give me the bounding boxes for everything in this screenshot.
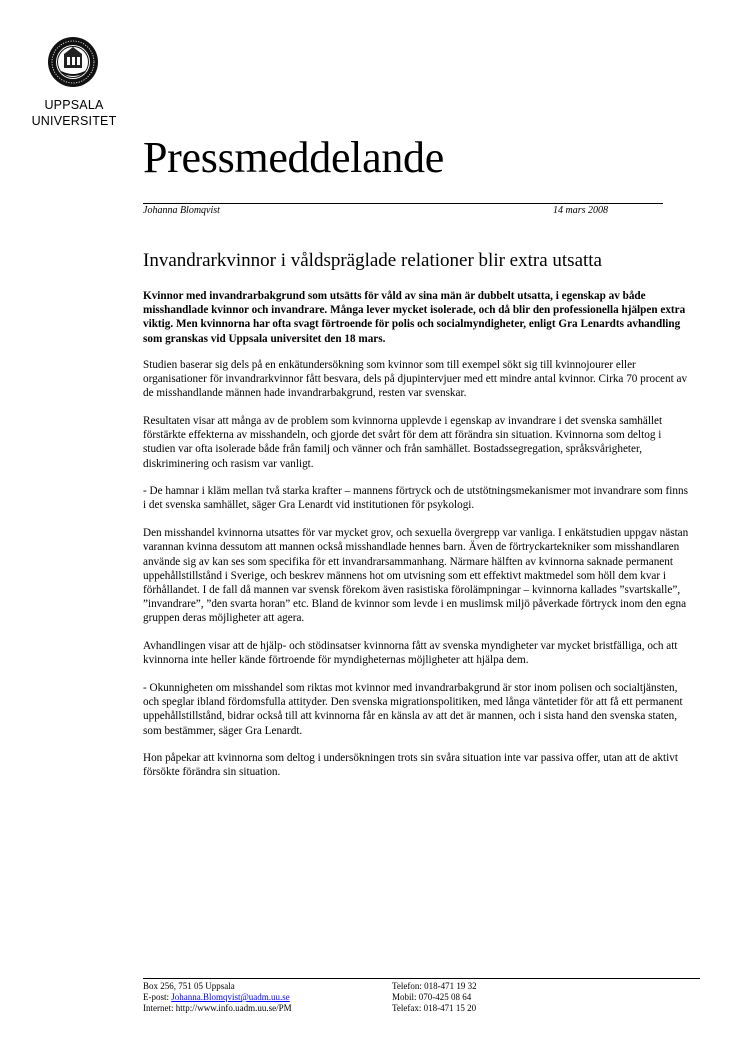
- lead-paragraph: Kvinnor med invandrarbakgrund som utsätts för våld av sina män är dubbelt utsatta, i egenskap av både misshandlade kvinnor och invandrare. Många lever mycket isolerade, och då blir den professionella hjälpen extra viktig. Men kvinnorna har ofta svagt förtroende för polis och socialmyndigheter, enligt Gra Lenardts avhandling som granskas vid Uppsala universitet den 18 mars.: [143, 290, 686, 345]
- body-paragraph: Hon påpekar att kvinnorna som deltog i undersökningen trots sin svåra situation inte var passiva offer, utan att de aktivt försökte förändra sin situation.: [143, 752, 678, 779]
- body-paragraph: - Okunnigheten om misshandel som riktas mot kvinnor med invandrarbakgrund är stor inom polisen och socialtjänsten, och speglar ibland fördomsfulla attityder. Den svenska migrationspolitiken, med långa väntetider för att få ett permanent uppehållstillstånd, bidrar också till att kvinnorna får en känsla av att det är mannen, och i sista hand den svenska staten, som bestämmer, säger Gra Lenardt.: [143, 681, 683, 737]
- university-seal-icon: [47, 36, 99, 88]
- footer-email-row: [143, 992, 292, 1003]
- header-divider: [143, 203, 663, 204]
- footer-contact-left: [143, 981, 292, 1014]
- article-body: [143, 289, 693, 793]
- footer-email-label: E-post:: [143, 992, 172, 1002]
- footer-address: Box 256, 751 05 Uppsala: [143, 981, 235, 991]
- publication-date: 14 mars 2008: [553, 205, 609, 216]
- email-link[interactable]: Johanna.Blomqvist@uadm.uu.se: [171, 992, 290, 1002]
- body-paragraph: Resultaten visar att många av de problem som kvinnorna upplevde i egenskap av invandrare i det svenska samhället förstärkte effekterna av misshandeln, och gjorde det svårt för dem att förändra sin situation. Kvinnorna som deltog i studien var ofta isolerade både från familj och vänner och från samhället. Bostadssegregation, språksvårigheter, diskriminering och rasism var vanligt.: [143, 414, 663, 470]
- footer-mobile: Mobil: 070-425 08 64: [392, 992, 472, 1002]
- footer-contact-right: [392, 981, 477, 1014]
- university-name-line2: UNIVERSITET: [31, 114, 117, 128]
- body-paragraph: - De hamnar i kläm mellan två starka krafter – mannens förtryck och de utstötningsmekanismer mot invandrare som finns i det svenska samhället, säger Gra Lenardt vid institutionen för psykologi.: [143, 485, 688, 512]
- author-name: Johanna Blomqvist: [143, 205, 220, 216]
- body-paragraph: Studien baserar sig dels på en enkätundersökning som kvinnor som till exempel sökt sig till kvinnojourer eller organisationer för invandrarkvinnor fått besvara, dels på djupintervjuer med ett mindre antal kvinnor. Cirka 70 procent av de misshandlande männen hade invandrarbakgrund, resten var svenskar.: [143, 358, 688, 400]
- body-paragraph: Den misshandel kvinnorna utsattes för var mycket grov, och sexuella övergrepp var vanliga. I enkätstudien uppgav nästan varannan kvinna dessutom att mannen också misshandlade hennes barn. Även de förtryckartekniker som misshandlaren använde sig av kan ses som specifika för ett invandrarsammanhang. Närmare hälften av kvinnorna saknade permanent uppehållstillstånd i Sverige, och beskrev männens hot om utvisning som ett effektivt maktmedel som höll dem kvar i förhållandet. I de fall då mannen var svensk förekom även rasistiska förolämpningar – kvinnorna kallades ”svartskalle”, ”invandrare”, ”den svarta horan” etc. Bland de kvinnor som levde i en muslimsk miljö påverkade förtryck inom den egna gruppen deras möjligheter att agera.: [143, 527, 689, 625]
- university-name-line1: UPPSALA: [44, 98, 104, 112]
- page-title: Pressmeddelande: [143, 133, 444, 182]
- article-headline: Invandrarkvinnor i våldspräglade relationer blir extra utsatta: [143, 250, 602, 271]
- footer-fax: Telefax: 018-471 15 20: [392, 1003, 477, 1013]
- footer-divider: [143, 978, 700, 979]
- footer-internet: Internet: http://www.info.uadm.uu.se/PM: [143, 1003, 292, 1013]
- body-paragraph: Avhandlingen visar att de hjälp- och stödinsatser kvinnorna fått av svenska myndigheter var mycket bristfälliga, och att kvinnorna inte heller kände förtroende för myndigheternas möjligheter att hjälpa dem.: [143, 640, 678, 667]
- footer-phone: Telefon: 018-471 19 32: [392, 981, 477, 991]
